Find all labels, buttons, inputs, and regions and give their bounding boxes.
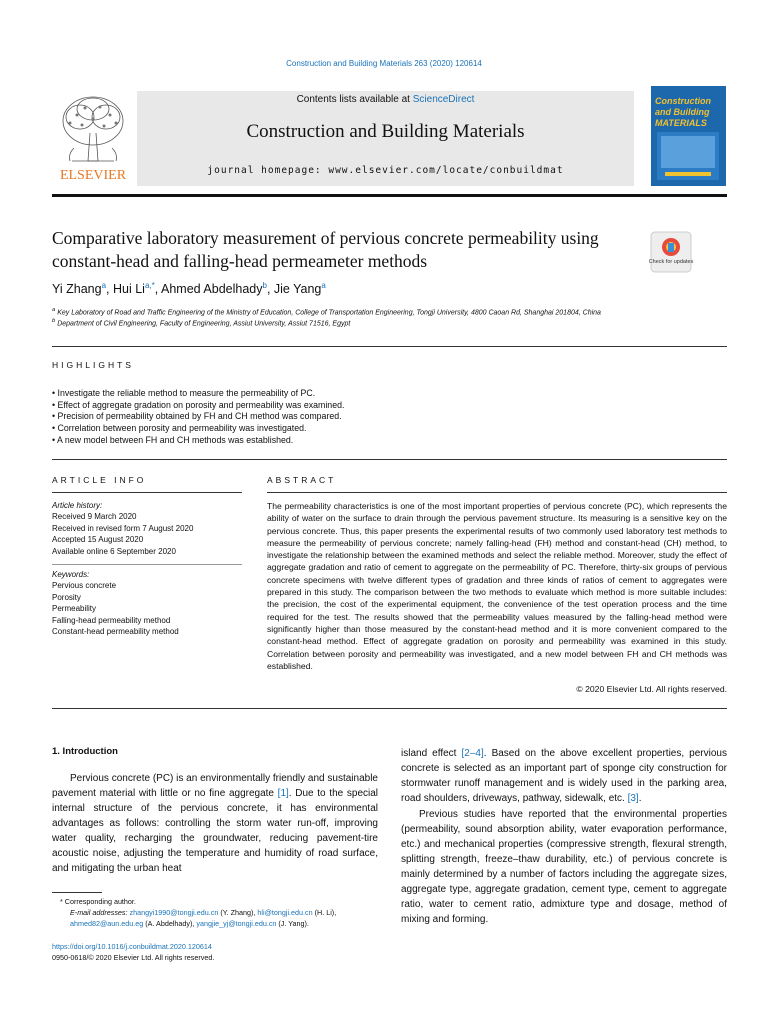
abstract-text: The permeability characteristics is one of the most important properties of pervious concrete (PC), which represents the ability of water on the surface to drain through the pervious pavement structure. Its measuring is a sensitive key on the pervious concrete. Thus, this paper presents the experimental results of two commonly used laboratory test methods to measure the permeability of pervious concrete; namely falling-head (FH) method and constant-head (CH) method, to investigate the relationship between the examined methods and select the reliable method. Moreover, study the effect of aggregate gradation and ratio of cement to aggregate on the permeability of PC. Therefore, thirty-six groups of pervious concrete specimens with twelve different types of gradation and three kinds of ratios of cement to aggregates were prepared in this study. The comparison between the two methods to evaluate which method is more suitable includes: the precision, the cost of the experimental equipment, the convenience of the test operation process and the time required for the test. The results showed that the permeability values measured by the falling-head method were significantly higher than those measured by the constant-head method and it is more convenient compared to the constant-head method. Effect of aggregate gradation on porosity and permeability was examined in this study. Correlation between porosity and permeability was investigated, and a new model between FH and CH methods was established. [267,501,727,671]
intro-column-left [52,771,378,876]
list-item: • A new model between FH and CH methods was established. [52,434,294,445]
crossmark-label: Check for updates [648,259,694,265]
author-name[interactable]: Yi Zhang [52,282,102,297]
author-affil-sup[interactable]: a [101,281,107,290]
doi-link[interactable]: https://doi.org/10.1016/j.conbuildmat.2020.120614 [52,942,212,951]
elsevier-wordmark: ELSEVIER [59,168,127,183]
citation-link[interactable]: [2–4] [461,748,484,759]
list-item: • Correlation between porosity and permeability was investigated. [52,423,307,434]
corresponding-footnote: * Corresponding author. [60,897,136,906]
keywords [52,569,242,637]
author-affil-sup[interactable]: a,* [144,281,155,290]
list-item: • Precision of permeability obtained by FH and CH method was compared. [52,411,342,422]
elsevier-tree-logo [52,93,134,185]
journal-title[interactable]: Construction and Building Materials [246,121,525,142]
author-name[interactable]: Jie Yang [273,282,322,297]
keyword: Porosity [52,592,81,602]
crossmark-badge[interactable] [648,232,694,272]
email-link[interactable]: ahmed82@aun.edu.eg [70,919,144,928]
article-info-heading: ARTICLE INFO [52,475,147,485]
history-item: Accepted 15 August 2020 [52,535,144,545]
keyword: Permeability [52,604,97,614]
section-heading: 1. Introduction [52,746,118,757]
keyword: Constant-head permeability method [52,627,179,637]
list-item: • Investigate the reliable method to measure the permeability of PC. [52,388,316,398]
history-item: Available online 6 September 2020 [52,546,176,556]
journal-cover-image[interactable] [651,86,726,186]
issn-line: 0950-0618/© 2020 Elsevier Ltd. All rights reserved. [52,953,215,962]
intro-paragraph: Previous studies have reported that the environmental properties (permeability, sound absorption ability, water evaporation performance, etc.) and mechanical properties (compressive strength, flexural strength, splitting strength, freeze–thaw durability, etc.) of pervious concrete is mainly determined by a number of factors including the aggregate sizes, aggregate type, aggregate gradation, cement type, cement to aggregate ratio, water to cement ratio, admixture type and dosage, method of mixing and forming. [401,809,727,925]
highlights-list [52,388,344,447]
author-name[interactable]: Hui Li [112,282,145,297]
article-title: Comparative laboratory measurement of pervious concrete permeability using constant-head and falling-head permeameter methods [52,228,599,271]
abstract-copyright: © 2020 Elsevier Ltd. All rights reserved. [576,684,727,694]
author-name[interactable]: Ahmed Abdelhady [161,282,263,297]
citation-link[interactable]: [3] [627,793,639,804]
keyword: Falling-head permeability method [52,615,171,625]
email-link[interactable]: zhangyi1990@tongji.edu.cn [129,908,219,917]
affil-sup: a [52,307,56,313]
divider [52,492,242,493]
divider [52,459,727,460]
contents-line [137,94,634,105]
affil-text: Key Laboratory of Road and Traffic Engineering of the Ministry of Education, College of Transportation Engineering, Tongji University, 4800 Caoan Rd, Shanghai 201804, China [57,309,601,317]
list-item: • Effect of aggregate gradation on porosity and permeability was examined. [52,399,345,410]
divider [52,564,242,565]
divider [267,492,727,493]
email-link[interactable]: yangjie_yj@tongji.edu.cn [196,919,277,928]
affiliation-a [52,307,742,316]
citation-link[interactable]: [1] [277,788,289,799]
intro-paragraph: Pervious concrete (PC) is an environmentally friendly and sustainable pavement material with little or no fine aggregate [1]. Due to the special internal structure of the pervious concrete, it has environmental advantages as follows: controlling the storm water run-off, improving water quality, recharging the groundwater, reducing pavement-tire acoustic noise, adjusting the temperature and humidity of road surface, and mitigating the urban heat [52,773,379,874]
affiliation-b [52,318,742,327]
article-history [52,500,242,557]
history-item: Received 9 March 2020 [52,512,137,522]
cover-graphic [657,132,719,180]
crossmark-icon [648,232,694,272]
history-item: Received in revised form 7 August 2020 [52,523,194,533]
affil-sup: b [52,318,56,324]
email-footnote: E-mail addresses: zhangyi1990@tongji.edu.cn (Y. Zhang), hli@tongji.edu.cn (H. Li), ahmed82@aun.edu.eg (A. Abdelhady), yangjie_yj@tongji.edu.cn (J. Yang). [70,908,337,928]
journal-reference[interactable]: Construction and Building Materials 263 (2020) 120614 [286,59,482,68]
intro-column-right [401,746,727,927]
contents-prefix: Contents lists available at [296,94,413,105]
abstract-heading: ABSTRACT [267,475,337,485]
intro-paragraph: island effect [2–4]. Based on the above excellent properties, pervious concrete is selected as an important part of sponge city construction for stormwater runoff management and is widely used in the parking area, road shoulders, driveways, pathway, sidewalk, etc. [3]. [401,748,727,804]
author-affil-sup[interactable]: b [262,281,267,290]
author-affil-sup[interactable]: a [321,281,326,290]
author-list: Yi Zhang$^a$, Hui $Li^{a,*}$, Ahmed Abdelhady$^b$, Jie Yang$^a$ [52,281,326,297]
cover-title: Construction and Building MATERIALS [655,96,711,128]
history-label: Article history: [52,501,103,510]
divider [52,346,727,347]
header-rule [52,194,727,197]
journal-homepage[interactable]: journal homepage: www.elsevier.com/locate/conbuildmat [207,165,564,176]
sciencedirect-link[interactable]: ScienceDirect [412,94,475,105]
highlights-heading: HIGHLIGHTS [52,360,134,370]
email-link[interactable]: hli@tongji.edu.cn [257,908,313,917]
keywords-label: Keywords: [52,570,90,579]
keyword: Pervious concrete [52,581,117,591]
affil-text: Department of Civil Engineering, Faculty of Engineering, Assiut University, Assiut 71516, Egypt [57,320,351,328]
divider [52,708,727,709]
footnote-rule [52,892,102,893]
